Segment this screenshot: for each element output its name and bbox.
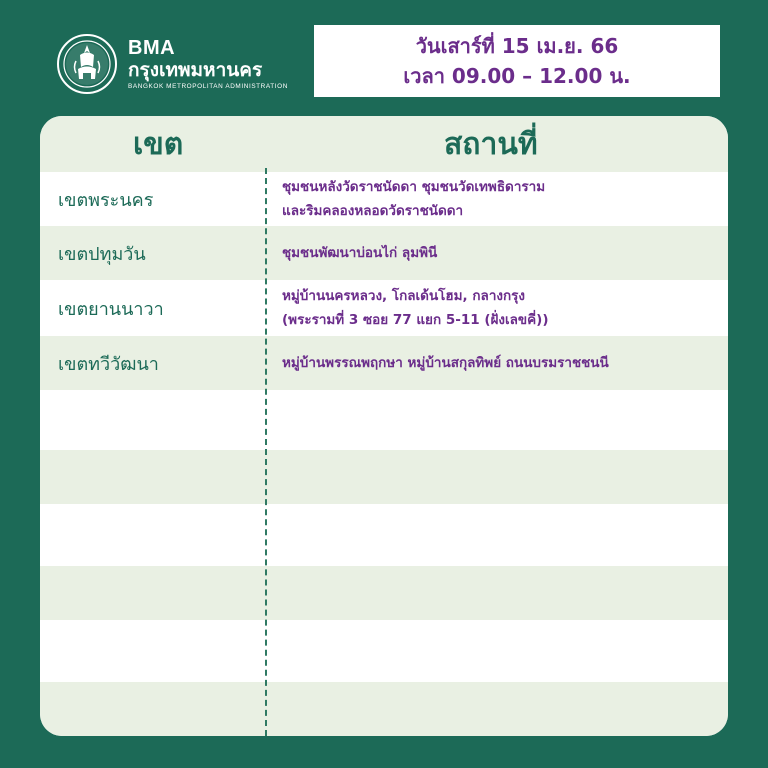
schedule-table — [40, 116, 728, 736]
place-line: หมู่บ้านนครหลวง, โกลเด้นโฮม, กลางกรุง — [282, 288, 526, 304]
column-divider — [265, 168, 267, 736]
empty-row — [40, 682, 728, 736]
event-time: เวลา 09.00 – 12.00 น. — [403, 64, 631, 88]
empty-row — [40, 390, 728, 450]
place-line: หมู่บ้านพรรณพฤกษา หมู่บ้านสกุลทิพย์ ถนนบรมราชชนนี — [282, 355, 609, 371]
bma-logo — [56, 32, 296, 96]
district-cell: เขตทวีวัฒนา — [58, 353, 159, 375]
place-cell — [282, 336, 722, 390]
district-cell: เขตยานนาวา — [58, 298, 164, 320]
brand-name-thai: กรุงเทพมหานคร — [128, 58, 263, 81]
event-date: วันเสาร์ที่ 15 เม.ย. 66 — [415, 34, 619, 58]
place-line: และริมคลองหลอดวัดราชนัดดา — [282, 203, 464, 219]
table-row — [40, 280, 728, 336]
brand-name: BMA — [128, 36, 176, 59]
district-cell: เขตพระนคร — [58, 189, 154, 211]
table-row — [40, 172, 728, 226]
column-header-district: เขต — [133, 127, 184, 162]
table-row — [40, 336, 728, 390]
place-line: (พระรามที่ 3 ซอย 77 แยก 5-11 (ฝั่งเลขคี่)) — [282, 312, 549, 328]
column-header-place: สถานที่ — [444, 127, 538, 162]
empty-row — [40, 450, 728, 504]
table-row — [40, 226, 728, 280]
brand-name-english: BANGKOK METROPOLITAN ADMINISTRATION — [128, 82, 288, 90]
empty-row — [40, 504, 728, 566]
empty-row — [40, 566, 728, 620]
place-cell — [282, 280, 722, 336]
bma-seal-icon — [56, 33, 118, 95]
place-cell — [282, 172, 722, 226]
place-line: ชุมชนพัฒนาบ่อนไก่ ลุมพินี — [282, 245, 438, 261]
district-cell: เขตปทุมวัน — [58, 243, 146, 265]
place-line: ชุมชนหลังวัดราชนัดดา ชุมชนวัดเทพธิดาราม — [282, 179, 546, 195]
brand-text — [128, 38, 288, 91]
place-cell — [282, 226, 722, 280]
date-time-box — [314, 25, 720, 97]
empty-row — [40, 620, 728, 682]
table-header — [40, 116, 728, 172]
